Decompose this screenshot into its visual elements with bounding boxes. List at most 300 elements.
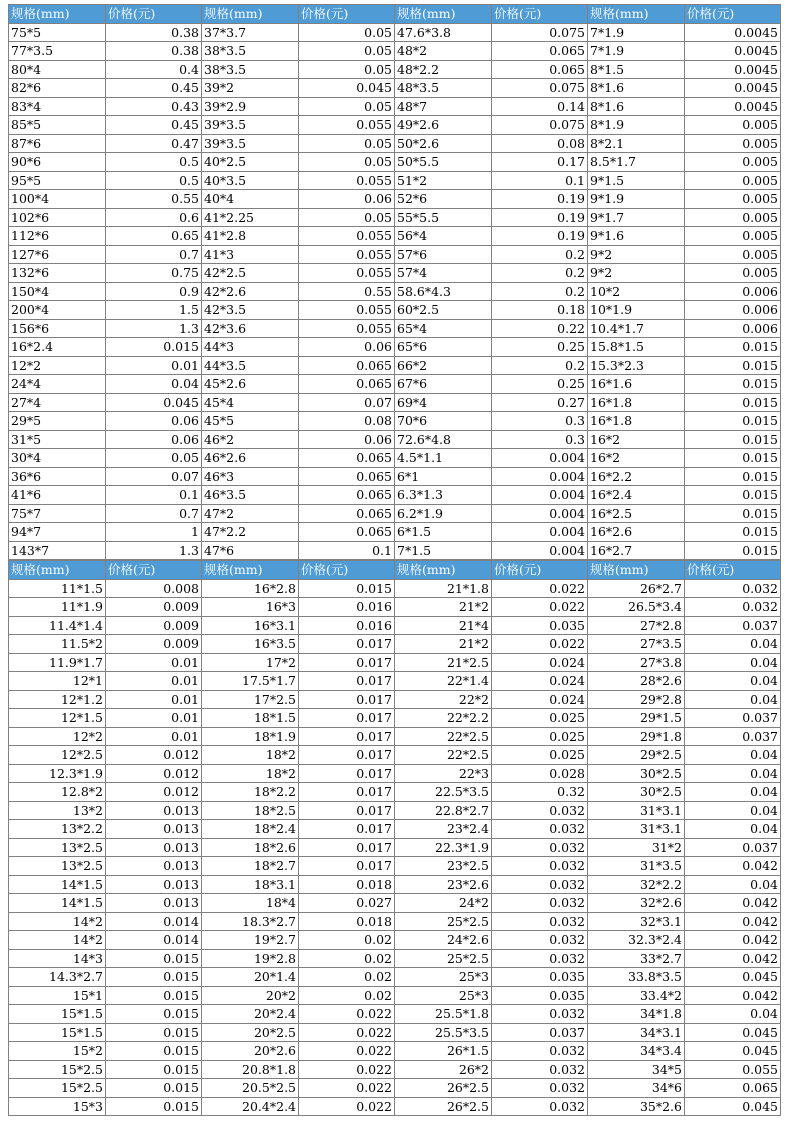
price-cell: 0.08 [299, 412, 395, 431]
spec-cell: 48*7 [395, 97, 492, 116]
price-cell: 0.1 [106, 486, 202, 505]
spec-cell: 27*2.8 [588, 616, 685, 635]
header-spec: 规格(mm) [395, 561, 492, 580]
price-cell: 0.005 [685, 190, 781, 209]
spec-cell: 32*3.1 [588, 912, 685, 931]
spec-cell: 44*3.5 [202, 356, 299, 375]
price-cell: 0.017 [299, 838, 395, 857]
spec-cell: 33.8*3.5 [588, 968, 685, 987]
price-cell: 0.01 [106, 356, 202, 375]
price-cell: 0.0045 [685, 60, 781, 79]
spec-cell: 22*3 [395, 764, 492, 783]
spec-cell: 102*6 [9, 208, 106, 227]
spec-cell: 30*2.5 [588, 764, 685, 783]
price-cell: 0.1 [492, 171, 588, 190]
price-cell: 0.04 [685, 875, 781, 894]
price-cell: 0.014 [106, 912, 202, 931]
table-row [9, 245, 781, 264]
spec-cell: 25.5*1.8 [395, 1005, 492, 1024]
table-row [9, 153, 781, 172]
price-cell: 0.17 [492, 153, 588, 172]
price-cell: 0.0045 [685, 79, 781, 98]
header-price: 价格(元) [106, 561, 202, 580]
spec-cell: 26*2.5 [395, 1097, 492, 1116]
spec-cell: 55*5.5 [395, 208, 492, 227]
spec-cell: 12.3*1.9 [9, 764, 106, 783]
price-cell: 0.5 [106, 153, 202, 172]
price-cell: 0.017 [299, 857, 395, 876]
spec-cell: 47*2.2 [202, 523, 299, 542]
spec-cell: 20*2.6 [202, 1042, 299, 1061]
spec-cell: 41*3 [202, 245, 299, 264]
spec-cell: 38*3.5 [202, 60, 299, 79]
spec-cell: 41*6 [9, 486, 106, 505]
price-cell: 0.022 [492, 635, 588, 654]
table-row [9, 541, 781, 560]
spec-cell: 31*3.1 [588, 820, 685, 839]
spec-cell: 16*2 [588, 430, 685, 449]
price-cell: 0.06 [106, 412, 202, 431]
spec-cell: 23*2.5 [395, 857, 492, 876]
price-cell: 0.04 [685, 672, 781, 691]
header-price: 价格(元) [106, 5, 202, 24]
spec-cell: 20*2.4 [202, 1005, 299, 1024]
spec-cell: 11.9*1.7 [9, 653, 106, 672]
spec-cell: 143*7 [9, 541, 106, 560]
table-row [9, 653, 781, 672]
spec-cell: 13*2.5 [9, 857, 106, 876]
price-cell: 0.05 [106, 449, 202, 468]
spec-cell: 24*4 [9, 375, 106, 394]
spec-cell: 26*2.7 [588, 579, 685, 598]
price-cell: 0.015 [299, 579, 395, 598]
price-cell: 0.042 [685, 949, 781, 968]
price-cell: 0.05 [299, 134, 395, 153]
spec-cell: 27*3.8 [588, 653, 685, 672]
header-row [9, 5, 781, 24]
spec-cell: 75*7 [9, 504, 106, 523]
spec-cell: 45*5 [202, 412, 299, 431]
spec-cell: 13*2.2 [9, 820, 106, 839]
table-row [9, 709, 781, 728]
price-cell: 0.032 [492, 801, 588, 820]
spec-cell: 72.6*4.8 [395, 430, 492, 449]
table-row [9, 375, 781, 394]
price-cell: 0.042 [685, 931, 781, 950]
table-row [9, 727, 781, 746]
header-price: 价格(元) [685, 561, 781, 580]
price-cell: 0.02 [299, 986, 395, 1005]
price-cell: 0.012 [106, 783, 202, 802]
price-cell: 0.04 [685, 820, 781, 839]
spec-cell: 51*2 [395, 171, 492, 190]
spec-cell: 12*1.2 [9, 690, 106, 709]
price-cell: 0.005 [685, 264, 781, 283]
spec-cell: 34*3.4 [588, 1042, 685, 1061]
price-cell: 0.9 [106, 282, 202, 301]
spec-cell: 9*1.9 [588, 190, 685, 209]
price-cell: 0.014 [106, 931, 202, 950]
price-cell: 0.013 [106, 801, 202, 820]
spec-cell: 85*5 [9, 116, 106, 135]
price-cell: 0.032 [492, 931, 588, 950]
spec-cell: 42*2.5 [202, 264, 299, 283]
price-cell: 0.45 [106, 79, 202, 98]
price-cell: 0.022 [299, 1023, 395, 1042]
price-cell: 0.005 [685, 227, 781, 246]
spec-cell: 9*2 [588, 245, 685, 264]
spec-cell: 36*6 [9, 467, 106, 486]
spec-cell: 17*2.5 [202, 690, 299, 709]
spec-cell: 48*2.2 [395, 60, 492, 79]
spec-cell: 22*2.5 [395, 727, 492, 746]
spec-cell: 11.5*2 [9, 635, 106, 654]
spec-cell: 14*3 [9, 949, 106, 968]
spec-cell: 14*2 [9, 931, 106, 950]
price-cell: 0.01 [106, 672, 202, 691]
price-cell: 0.027 [299, 894, 395, 913]
price-cell: 0.7 [106, 504, 202, 523]
price-cell: 0.065 [299, 486, 395, 505]
spec-cell: 11*1.9 [9, 598, 106, 617]
spec-cell: 15*2.5 [9, 1079, 106, 1098]
spec-cell: 16*2.4 [588, 486, 685, 505]
spec-cell: 22*1.4 [395, 672, 492, 691]
price-cell: 0.015 [106, 949, 202, 968]
price-cell: 0.015 [106, 1060, 202, 1079]
price-cell: 0.022 [299, 1079, 395, 1098]
price-cell: 0.005 [685, 153, 781, 172]
price-cell: 0.3 [492, 430, 588, 449]
header-spec: 规格(mm) [202, 561, 299, 580]
spec-cell: 26.5*3.4 [588, 598, 685, 617]
price-cell: 0.2 [492, 356, 588, 375]
header-spec: 规格(mm) [9, 5, 106, 24]
spec-cell: 20.4*2.4 [202, 1097, 299, 1116]
table-row [9, 931, 781, 950]
spec-cell: 27*4 [9, 393, 106, 412]
price-cell: 0.55 [106, 190, 202, 209]
spec-cell: 30*2.5 [588, 783, 685, 802]
price-cell: 0.017 [299, 746, 395, 765]
spec-cell: 49*2.6 [395, 116, 492, 135]
price-cell: 0.042 [685, 894, 781, 913]
price-cell: 0.005 [685, 171, 781, 190]
spec-cell: 18*2.6 [202, 838, 299, 857]
price-cell: 0.25 [492, 375, 588, 394]
spec-cell: 42*2.6 [202, 282, 299, 301]
table-row [9, 1023, 781, 1042]
header-row [9, 561, 781, 580]
price-cell: 0.015 [685, 449, 781, 468]
spec-cell: 44*3 [202, 338, 299, 357]
table-row [9, 1097, 781, 1116]
price-cell: 0.045 [685, 1097, 781, 1116]
price-cell: 0.08 [492, 134, 588, 153]
spec-cell: 39*3.5 [202, 116, 299, 135]
spec-cell: 20*2 [202, 986, 299, 1005]
spec-cell: 60*2.5 [395, 301, 492, 320]
price-cell: 0.27 [492, 393, 588, 412]
spec-cell: 70*6 [395, 412, 492, 431]
spec-cell: 46*3 [202, 467, 299, 486]
price-cell: 0.037 [492, 1023, 588, 1042]
table-row [9, 97, 781, 116]
spec-cell: 48*3.5 [395, 79, 492, 98]
spec-cell: 25*2.5 [395, 912, 492, 931]
price-cell: 0.04 [685, 764, 781, 783]
spec-cell: 45*4 [202, 393, 299, 412]
price-cell: 0.004 [492, 523, 588, 542]
spec-cell: 41*2.8 [202, 227, 299, 246]
spec-cell: 18.3*2.7 [202, 912, 299, 931]
spec-cell: 50*2.6 [395, 134, 492, 153]
price-cell: 0.004 [492, 449, 588, 468]
table-row [9, 579, 781, 598]
price-cell: 0.065 [299, 467, 395, 486]
price-cell: 0.06 [299, 190, 395, 209]
price-cell: 0.65 [106, 227, 202, 246]
price-cell: 0.7 [106, 245, 202, 264]
spec-cell: 21*2.5 [395, 653, 492, 672]
spec-cell: 15.3*2.3 [588, 356, 685, 375]
price-cell: 0.04 [685, 635, 781, 654]
spec-cell: 34*5 [588, 1060, 685, 1079]
spec-cell: 22.3*1.9 [395, 838, 492, 857]
table-row [9, 338, 781, 357]
spec-cell: 127*6 [9, 245, 106, 264]
price-cell: 0.45 [106, 116, 202, 135]
spec-cell: 12*2 [9, 356, 106, 375]
spec-cell: 75*5 [9, 23, 106, 42]
spec-cell: 31*3.5 [588, 857, 685, 876]
spec-cell: 65*4 [395, 319, 492, 338]
price-cell: 0.05 [299, 208, 395, 227]
table-row [9, 1060, 781, 1079]
price-cell: 0.013 [106, 875, 202, 894]
price-cell: 0.07 [106, 467, 202, 486]
price-cell: 0.075 [492, 79, 588, 98]
table-row [9, 227, 781, 246]
spec-cell: 94*7 [9, 523, 106, 542]
spec-cell: 9*1.6 [588, 227, 685, 246]
price-cell: 0.025 [492, 746, 588, 765]
spec-cell: 4.5*1.1 [395, 449, 492, 468]
spec-cell: 18*2.7 [202, 857, 299, 876]
price-cell: 0.06 [299, 430, 395, 449]
price-cell: 0.032 [492, 1060, 588, 1079]
price-cell: 0.006 [685, 319, 781, 338]
price-cell: 0.009 [106, 616, 202, 635]
price-cell: 0.05 [299, 97, 395, 116]
price-cell: 0.22 [492, 319, 588, 338]
spec-cell: 57*6 [395, 245, 492, 264]
table-row [9, 949, 781, 968]
spec-cell: 16*2.4 [9, 338, 106, 357]
spec-cell: 35*2.6 [588, 1097, 685, 1116]
spec-cell: 39*2 [202, 79, 299, 98]
header-spec: 规格(mm) [9, 561, 106, 580]
spec-cell: 150*4 [9, 282, 106, 301]
spec-cell: 11.4*1.4 [9, 616, 106, 635]
table-row [9, 912, 781, 931]
price-cell: 0.2 [492, 264, 588, 283]
table-row [9, 1079, 781, 1098]
table-row [9, 319, 781, 338]
table-row [9, 986, 781, 1005]
price-cell: 0.05 [299, 42, 395, 61]
price-cell: 0.01 [106, 709, 202, 728]
table-row [9, 598, 781, 617]
header-price: 价格(元) [299, 5, 395, 24]
price-cell: 0.013 [106, 857, 202, 876]
spec-cell: 19*2.7 [202, 931, 299, 950]
price-cell: 0.006 [685, 301, 781, 320]
price-cell: 0.75 [106, 264, 202, 283]
spec-cell: 26*1.5 [395, 1042, 492, 1061]
price-cell: 0.05 [299, 60, 395, 79]
price-cell: 0.02 [299, 931, 395, 950]
spec-cell: 16*3 [202, 598, 299, 617]
spec-cell: 27*3.5 [588, 635, 685, 654]
price-cell: 0.045 [106, 393, 202, 412]
price-cell: 0.015 [685, 541, 781, 560]
spec-cell: 12*2.5 [9, 746, 106, 765]
price-cell: 0.04 [106, 375, 202, 394]
table-row [9, 60, 781, 79]
table-row [9, 968, 781, 987]
price-cell: 0.38 [106, 23, 202, 42]
spec-cell: 18*2 [202, 764, 299, 783]
price-cell: 0.065 [299, 375, 395, 394]
price-cell: 0.015 [685, 412, 781, 431]
price-cell: 0.04 [685, 1005, 781, 1024]
price-cell: 0.06 [299, 338, 395, 357]
spec-cell: 50*5.5 [395, 153, 492, 172]
price-cell: 0.009 [106, 598, 202, 617]
spec-cell: 29*1.8 [588, 727, 685, 746]
spec-cell: 25*2.5 [395, 949, 492, 968]
spec-cell: 40*2.5 [202, 153, 299, 172]
spec-cell: 17*2 [202, 653, 299, 672]
spec-cell: 7*1.5 [395, 541, 492, 560]
spec-cell: 7*1.9 [588, 23, 685, 42]
price-sheet [8, 4, 780, 1116]
table-row [9, 504, 781, 523]
price-cell: 0.055 [685, 1060, 781, 1079]
price-cell: 0.055 [299, 319, 395, 338]
price-cell: 0.032 [492, 912, 588, 931]
price-cell: 0.035 [492, 986, 588, 1005]
price-cell: 0.065 [685, 1079, 781, 1098]
price-cell: 0.042 [685, 986, 781, 1005]
price-cell: 0.015 [685, 375, 781, 394]
table-row [9, 1005, 781, 1024]
price-cell: 0.035 [492, 616, 588, 635]
price-cell: 0.032 [492, 838, 588, 857]
price-cell: 0.022 [492, 598, 588, 617]
price-cell: 0.017 [299, 783, 395, 802]
price-cell: 0.022 [299, 1005, 395, 1024]
price-cell: 0.032 [492, 1097, 588, 1116]
price-cell: 0.016 [299, 616, 395, 635]
spec-cell: 15*2 [9, 1042, 106, 1061]
spec-cell: 13*2.5 [9, 838, 106, 857]
spec-cell: 18*1.5 [202, 709, 299, 728]
price-cell: 0.47 [106, 134, 202, 153]
price-cell: 0.012 [106, 746, 202, 765]
spec-cell: 156*6 [9, 319, 106, 338]
price-cell: 0.032 [492, 949, 588, 968]
spec-cell: 16*1.8 [588, 412, 685, 431]
price-cell: 0.6 [106, 208, 202, 227]
price-cell: 0.037 [685, 727, 781, 746]
price-cell: 0.045 [299, 79, 395, 98]
price-cell: 0.065 [492, 42, 588, 61]
price-cell: 0.055 [299, 227, 395, 246]
spec-cell: 47*6 [202, 541, 299, 560]
spec-cell: 29*2.5 [588, 746, 685, 765]
table-row [9, 301, 781, 320]
spec-cell: 22*2.5 [395, 746, 492, 765]
spec-cell: 9*2 [588, 264, 685, 283]
price-cell: 0.013 [106, 838, 202, 857]
header-price: 价格(元) [299, 561, 395, 580]
spec-cell: 18*2.5 [202, 801, 299, 820]
price-cell: 0.015 [106, 1042, 202, 1061]
price-cell: 0.017 [299, 653, 395, 672]
price-cell: 0.025 [492, 727, 588, 746]
price-cell: 0.016 [299, 598, 395, 617]
table-row [9, 393, 781, 412]
spec-cell: 47.6*3.8 [395, 23, 492, 42]
spec-cell: 95*5 [9, 171, 106, 190]
price-cell: 0.022 [299, 1042, 395, 1061]
price-cell: 0.065 [299, 523, 395, 542]
price-cell: 0.024 [492, 690, 588, 709]
price-cell: 0.055 [299, 264, 395, 283]
spec-cell: 16*3.1 [202, 616, 299, 635]
spec-cell: 32.3*2.4 [588, 931, 685, 950]
price-cell: 0.015 [106, 1005, 202, 1024]
price-cell: 0.024 [492, 653, 588, 672]
price-cell: 0.015 [106, 1079, 202, 1098]
price-cell: 0.015 [106, 338, 202, 357]
spec-cell: 83*4 [9, 97, 106, 116]
price-cell: 0.005 [685, 208, 781, 227]
spec-cell: 12*1 [9, 672, 106, 691]
table-row [9, 134, 781, 153]
price-cell: 0.035 [492, 968, 588, 987]
table-row [9, 690, 781, 709]
price-cell: 0.032 [492, 1005, 588, 1024]
price-cell: 0.032 [492, 875, 588, 894]
price-cell: 0.032 [685, 598, 781, 617]
table-row [9, 42, 781, 61]
spec-cell: 39*2.9 [202, 97, 299, 116]
price-cell: 0.025 [492, 709, 588, 728]
price-cell: 0.43 [106, 97, 202, 116]
price-cell: 0.02 [299, 968, 395, 987]
spec-cell: 18*2.4 [202, 820, 299, 839]
spec-cell: 15*1.5 [9, 1023, 106, 1042]
price-cell: 0.055 [299, 301, 395, 320]
price-cell: 0.037 [685, 616, 781, 635]
spec-cell: 15*3 [9, 1097, 106, 1116]
spec-cell: 100*4 [9, 190, 106, 209]
price-table-bottom [8, 560, 781, 1116]
price-cell: 0.32 [492, 783, 588, 802]
